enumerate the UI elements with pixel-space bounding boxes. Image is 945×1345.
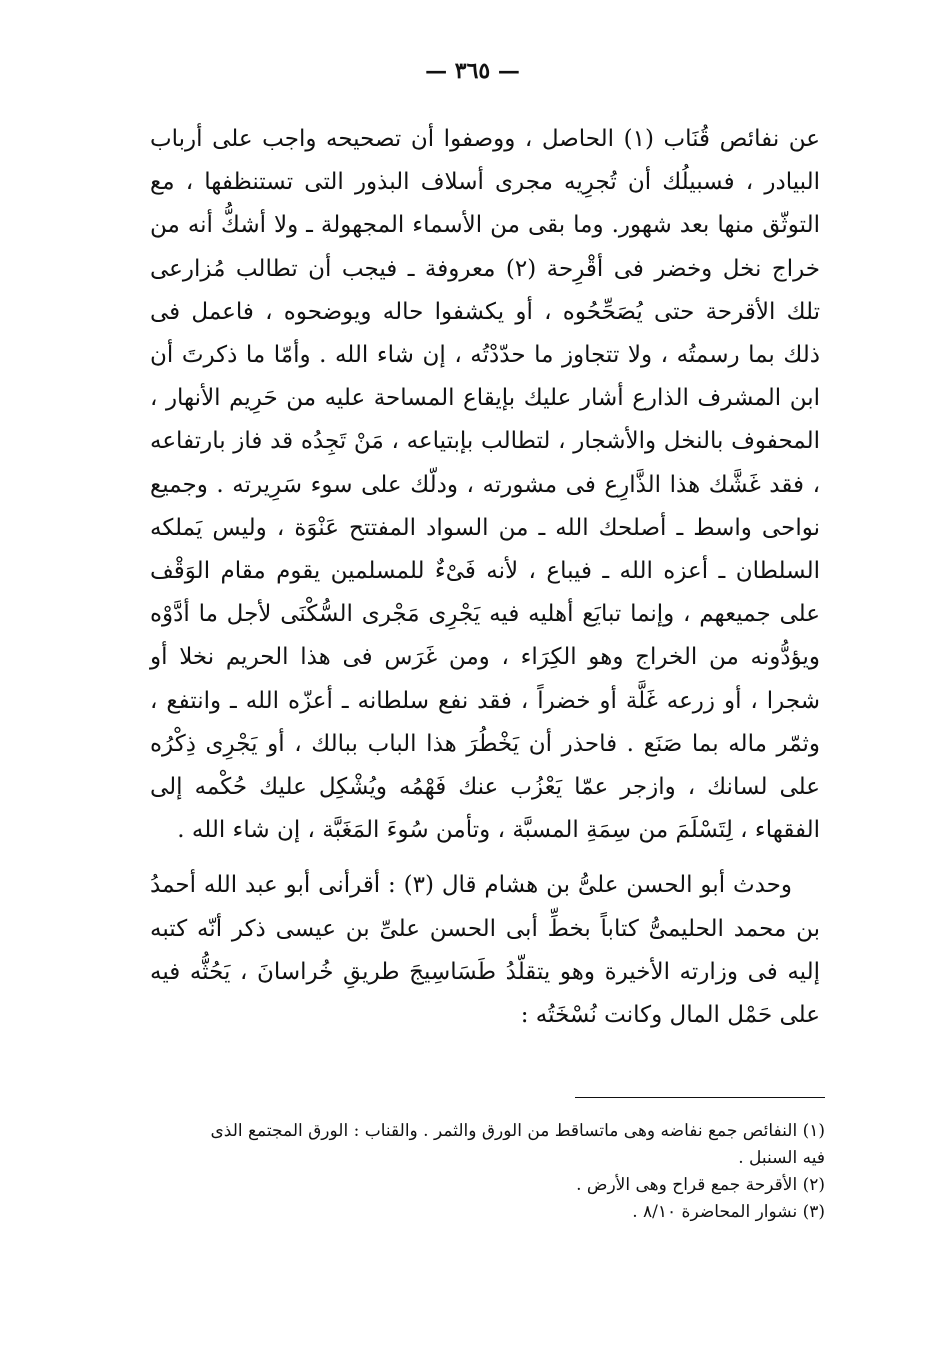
paragraph: عن نفائص قُنَاب (١) الحاصل ، ووصفوا أن تصحيحه واجب على أرباب البيادر ، فسبيلُك أن تُجرِيه مجرى أسلاف البذور التى تستنظفها ، مع التوثّق منها بعد شهور. وما بقى من الأسماء المجهولة ـ ولا أشكُّ أنه من خراج نخل وخضر فى أقْرِحة (٢) معروفة ـ فيجب أن تطالب مُزارعى تلك الأقرحة حتى يُصَحِّحُوه ، أو يكشفوا حاله ويوضحوه ، فاعمل فى ذلك بما رسمتُه ، ولا تتجاوز ما حدّدْتُه ، إن شاء الله . وأمّا ما ذكرتَ أن ابن المشرف الذارع أشار عليك بإيقاع المساحة عليه من حَرِيم الأنهار ، المحفوف بالنخل والأشجار ، لتطالب بإبتياعه ، مَنْ تَجِدُه قد فاز بارتفاعه ، فقد غَشَّك هذا الذَّارِع فى مشورته ، ودلّك على سوء سَرِيرته . وجميع نواحى واسط ـ أصلحك الله ـ من السواد المفتتح عَنْوَة ، وليس يَملكه السلطان ـ أعزه الله ـ فيباع ، لأنه فَىْءٌ للمسلمين يقوم مقام الوَقْف على جميعهم ، وإنما تبايَع أهليه فيه يَجْرِى مَجْرى السُّكْنَى لأجل ما أدَّوْه ويؤدُّونه من الخراج وهو الكِرَاء ، ومن غَرَس فى هذا الحريم نخلا أو شجرا ، أو زرعه غَلَّة أو خضراً ، فقد نفع سلطانه ـ أعزّه الله ـ وانتفع ، وثمّر ماله بما صَنَع . فاحذر أن يَخْطُرَ هذا الباب ببالك ، أو يَجْرِى ذِكْرُه على لسانك ، وازجر عمّا يَعْزُب عنك فَهْمُه ويُشْكِل عليك حُكْمه إلى الفقهاء ، لِتَسْلَمَ من سِمَةِ المسبَّة ، وتأمن سُوءَ المَغَبَّة ، إن شاء الله . (150, 126, 820, 844)
page-number: — ٣٦٥ — (425, 58, 520, 84)
footnote-1: (١) النفائص جمع نفاضه وهى ماتساقط من الورق والثمر . والقناب : الورق المجتمع الذى فيه السنبل . (210, 1121, 825, 1168)
footnotes (190, 1118, 825, 1226)
main-text (150, 118, 820, 1037)
footnote-2: (٢) الأقرحة جمع قراح وهى الأرض . (576, 1175, 825, 1195)
paragraph: وحدث أبو الحسن علىُّ بن هشام قال (٣) : أقرأنى أبو عبد الله أحمدُ بن محمد الحليمىُّ كتاباً بخطِّ أبى الحسن علىِّ بن عيسى ذكر أنّه كتبه إليه فى وزارته الأخيرة وهو يتقلّدُ طَسَاسِيجَ طريقِ خُراسانَ ، يَحُثُّه فيه على حَمْل المال وكانت نُسْخَتُه : (150, 872, 820, 1029)
footnote-3: (٣) نشوار المحاضرة ٨/١٠ . (632, 1202, 825, 1222)
footnote-separator (575, 1097, 825, 1098)
